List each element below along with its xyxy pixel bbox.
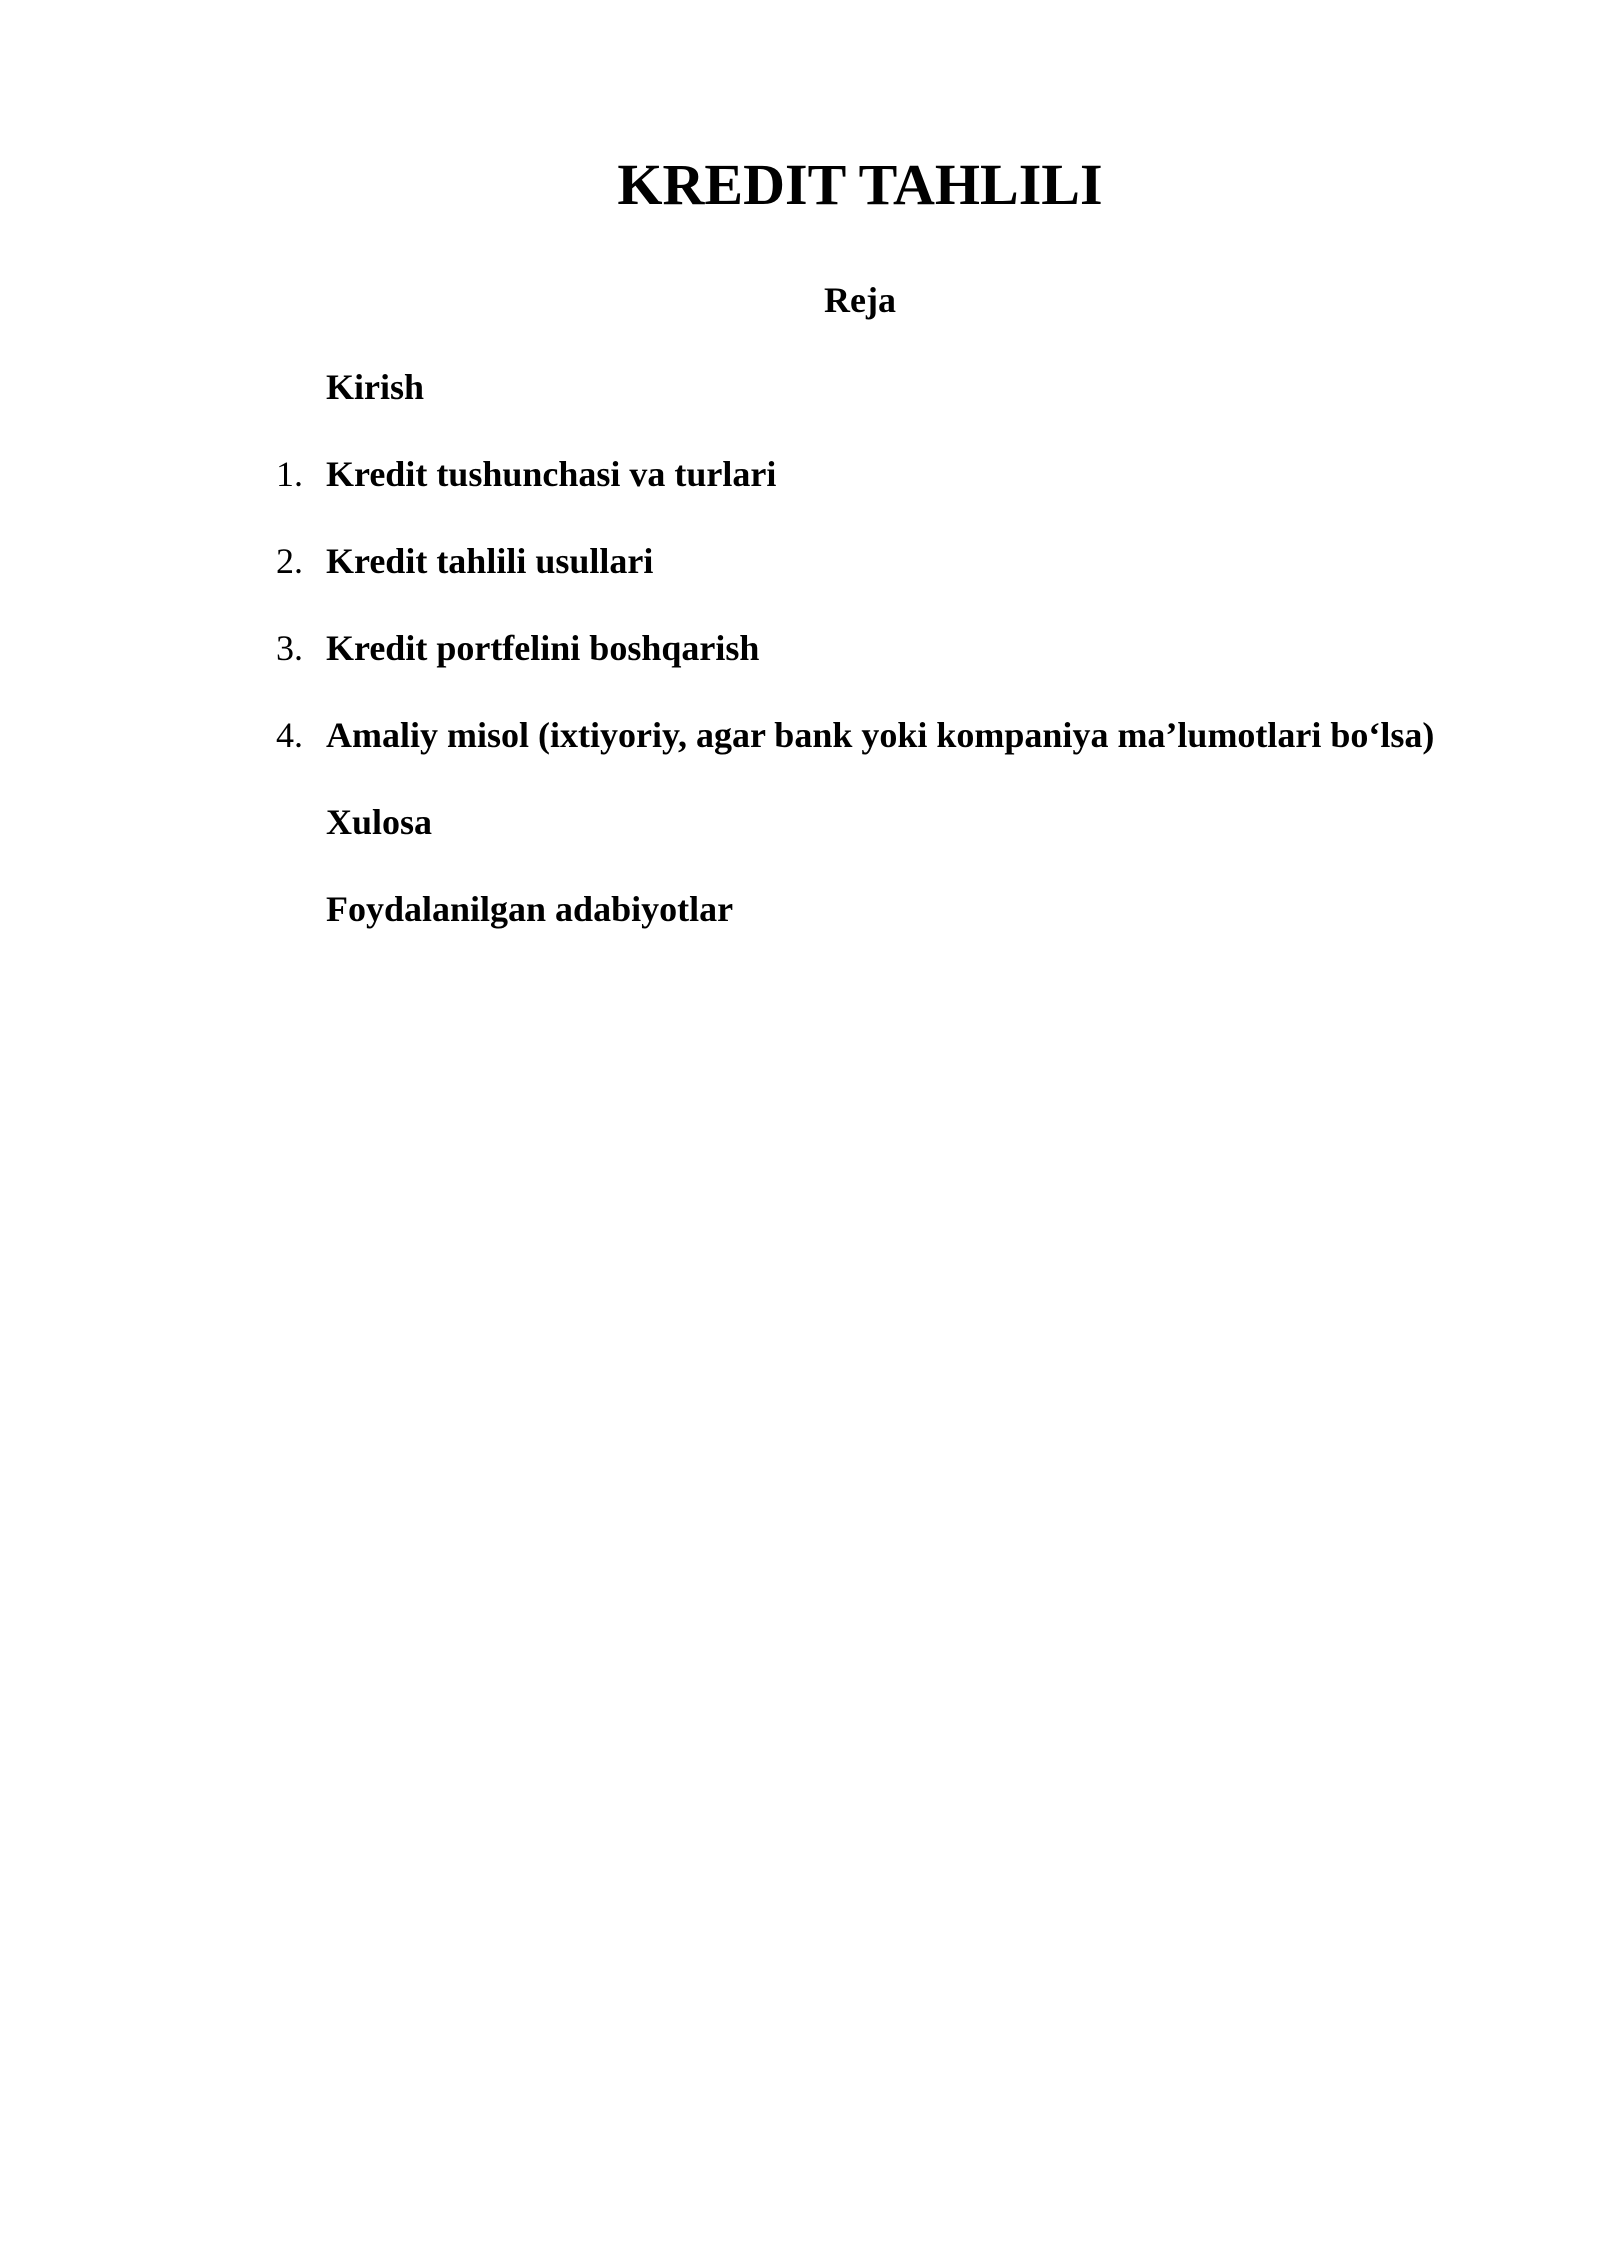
plan-item-label: Amaliy misol (ixtiyoriy, agar bank yoki kompaniya ma’lumotlari bo‘lsa): [326, 715, 1435, 755]
plan-item-2: [0, 539, 1600, 626]
plan-item-label: Foydalanilgan adabiyotlar: [326, 889, 734, 929]
plan-item-3: [0, 626, 1600, 713]
plan-item-introduction: [0, 365, 1600, 452]
plan-item-label: Kirish: [326, 367, 425, 407]
plan-item-1: [0, 452, 1600, 539]
plan-item-references: [0, 887, 1600, 974]
plan-item-label: Xulosa: [326, 802, 433, 842]
plan-item-label: Kredit tahlili usullari: [326, 541, 654, 581]
plan-item-label: Kredit tushunchasi va turlari: [326, 454, 777, 494]
plan-item-label: Kredit portfelini boshqarish: [326, 628, 760, 668]
document-title: KREDIT TAHLILI: [617, 152, 1103, 217]
plan-item-number: 4.: [276, 715, 303, 755]
plan-heading: Reja: [824, 280, 896, 320]
plan-item-number: 3.: [276, 628, 303, 668]
plan-item-conclusion: [0, 800, 1600, 887]
plan-item-4: [0, 713, 1600, 800]
plan-item-number: 2.: [276, 541, 303, 581]
plan-list: [0, 365, 1600, 974]
plan-item-number: 1.: [276, 454, 303, 494]
